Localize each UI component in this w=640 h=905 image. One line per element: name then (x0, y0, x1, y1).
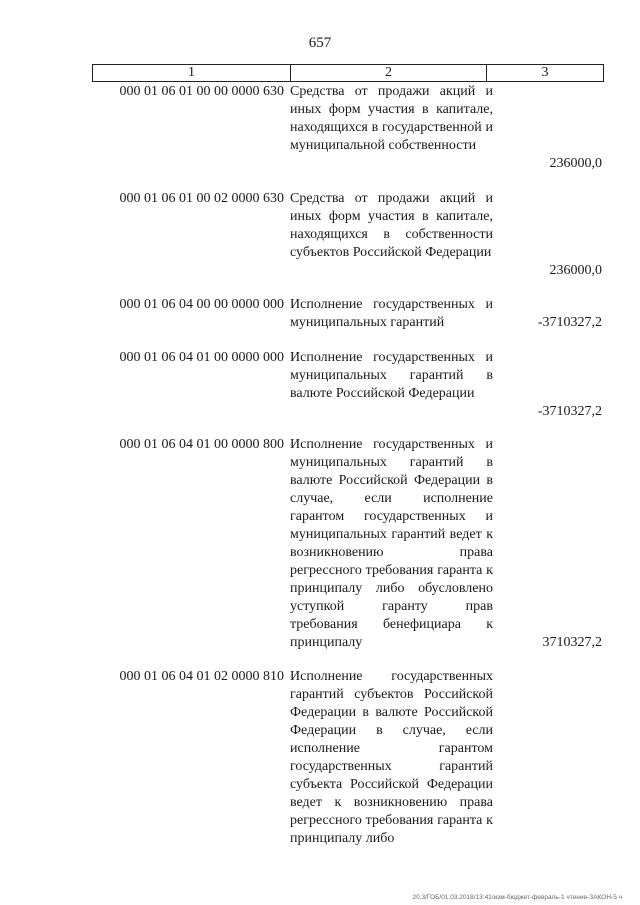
row-amount: 3710327,2 (542, 635, 602, 650)
row-description: Исполнение государственных и муниципальных гарантий в валюте Российской Федерации (290, 350, 493, 401)
row-amount: -3710327,2 (537, 404, 602, 419)
budget-code: 000 01 06 04 01 02 0000 810 (119, 669, 284, 684)
header-col-2: 2 (291, 65, 487, 81)
row-amount: -3710327,2 (537, 315, 602, 330)
budget-code: 000 01 06 01 00 02 0000 630 (119, 191, 284, 206)
page-number: 657 (308, 35, 332, 51)
document-footer: 20.3/ГОБ/01.03.2018/13:41/изм-бюджет-февраль-1 чтение-ЗАКОН-5 ч (412, 894, 622, 901)
row-amount: 236000,0 (549, 156, 602, 171)
budget-code: 000 01 06 04 00 00 0000 000 (119, 297, 284, 312)
table-header (92, 64, 604, 82)
header-col-1: 1 (93, 65, 291, 81)
row-description: Исполнение государственных гарантий субъектов Российской Федерации в валюте Российской Федерации в случае, если исполнение гарантом государственных гарантий субъекта Российской Федерации ведет к возникновению права регрессного требования гаранта к принципалу либо (290, 669, 493, 846)
row-description: Средства от продажи акций и иных форм участия в капитале, находящихся в собственности субъектов Российской Федерации (290, 191, 493, 260)
budget-code: 000 01 06 04 01 00 0000 800 (119, 437, 284, 452)
budget-code: 000 01 06 04 01 00 0000 000 (119, 350, 284, 365)
row-amount: 236000,0 (549, 263, 602, 278)
row-description: Средства от продажи акций и иных форм участия в капитале, находящихся в государственной и муниципальной собственности (290, 84, 493, 153)
row-description: Исполнение государственных и муниципальных гарантий (290, 297, 493, 330)
header-col-3: 3 (541, 65, 549, 80)
budget-code: 000 01 06 01 00 00 0000 630 (119, 84, 284, 99)
row-description: Исполнение государственных и муниципальных гарантий в валюте Российской Федерации в случае, если исполнение гарантом государственных и муниципальных гарантий ведет к возникновению права регрессного требования гаранта к принципалу либо обусловлено уступкой гаранту прав требования бенефициара к принципалу (290, 437, 493, 650)
